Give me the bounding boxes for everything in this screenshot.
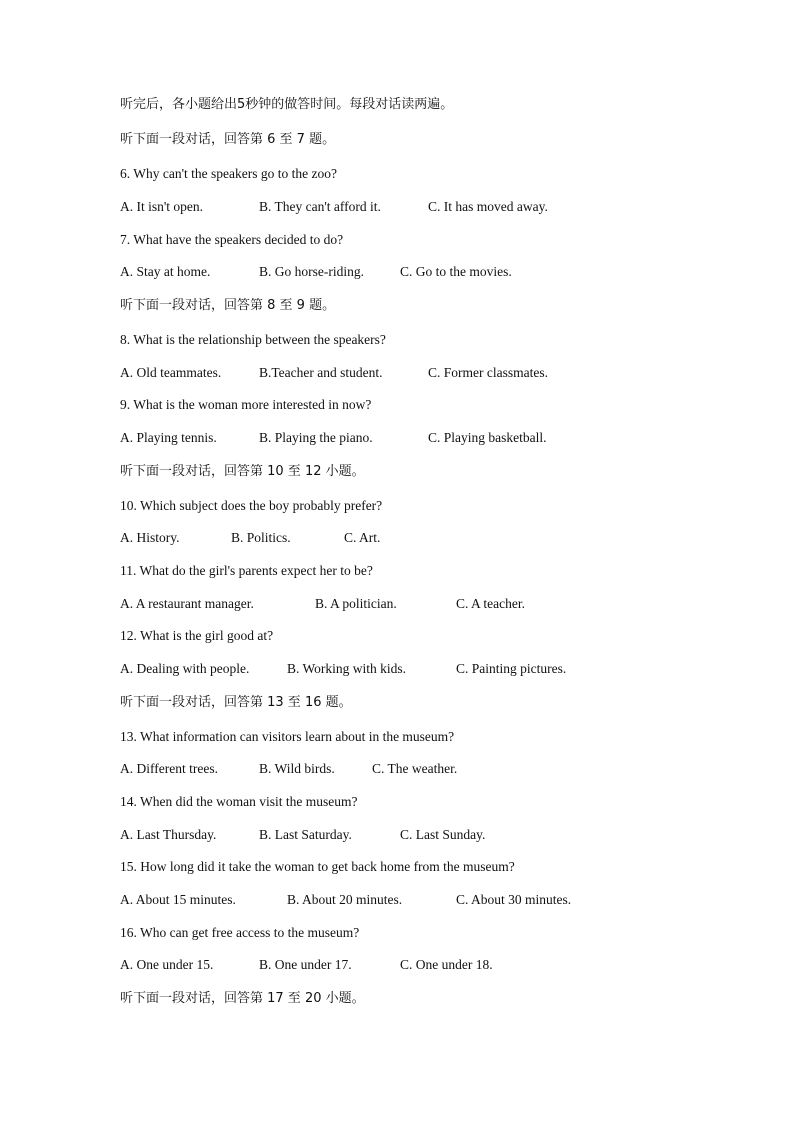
option-b: B. One under 17.	[259, 957, 352, 972]
option-b: B. Go horse-riding.	[259, 264, 364, 279]
option-b: B. Working with kids.	[287, 661, 407, 676]
question-text: 10. Which subject does the boy probably prefer?	[120, 498, 383, 513]
options-row	[120, 429, 680, 447]
option-c: C. Go to the movies.	[400, 264, 512, 279]
option-b: B. Politics.	[231, 530, 291, 545]
options-row	[120, 826, 680, 844]
options-row	[120, 198, 680, 216]
question-text: 8. What is the relationship between the speakers?	[120, 332, 386, 347]
option-a: A. Stay at home.	[120, 264, 211, 279]
option-b: B. Wild birds.	[259, 761, 335, 776]
option-a: A. Last Thursday.	[120, 827, 217, 842]
option-c: C. Former classmates.	[428, 365, 548, 380]
options-row	[120, 263, 680, 281]
section-instruction: 听下面一段对话，回答第 6 至 7 题。	[120, 132, 336, 147]
question-text: 11. What do the girl's parents expect her to be?	[120, 563, 373, 578]
option-b: B. A politician.	[315, 596, 397, 611]
section-instruction: 听下面一段对话，回答第 17 至 20 小题。	[120, 991, 365, 1006]
option-c: C. Art.	[344, 530, 381, 545]
option-c: C. Painting pictures.	[456, 661, 567, 676]
option-b: B. Playing the piano.	[259, 430, 373, 445]
option-a: A. It isn't open.	[120, 199, 204, 214]
option-b: B. They can't afford it.	[259, 199, 381, 214]
option-c: C. Playing basketball.	[428, 430, 547, 445]
section-instruction: 听下面一段对话，回答第 8 至 9 题。	[120, 298, 336, 313]
options-row	[120, 529, 680, 547]
option-a: A. History.	[120, 530, 180, 545]
option-c: C. The weather.	[372, 761, 458, 776]
option-b: B. About 20 minutes.	[287, 892, 403, 907]
question-text: 16. Who can get free access to the museum?	[120, 925, 360, 940]
question-text: 14. When did the woman visit the museum?	[120, 794, 358, 809]
options-row	[120, 760, 680, 778]
options-row	[120, 595, 680, 613]
option-c: C. A teacher.	[456, 596, 525, 611]
question-text: 15. How long did it take the woman to get back home from the museum?	[120, 859, 515, 874]
options-row	[120, 364, 680, 382]
intro-text: 听完后，各小题给出5秒钟的做答时间。每段对话读两遍。	[120, 97, 454, 112]
options-row	[120, 891, 680, 909]
option-a: A. A restaurant manager.	[120, 596, 254, 611]
option-c: C. It has moved away.	[428, 199, 548, 214]
option-c: C. One under 18.	[400, 957, 493, 972]
option-b: B. Last Saturday.	[259, 827, 352, 842]
question-text: 6. Why can't the speakers go to the zoo?	[120, 166, 337, 181]
section-instruction: 听下面一段对话，回答第 13 至 16 题。	[120, 695, 352, 710]
options-row	[120, 660, 680, 678]
option-c: C. About 30 minutes.	[456, 892, 572, 907]
option-c: C. Last Sunday.	[400, 827, 486, 842]
option-a: A. About 15 minutes.	[120, 892, 236, 907]
options-row	[120, 956, 680, 974]
option-a: A. Playing tennis.	[120, 430, 217, 445]
option-a: A. Dealing with people.	[120, 661, 250, 676]
question-text: 9. What is the woman more interested in now?	[120, 397, 372, 412]
option-a: A. Different trees.	[120, 761, 218, 776]
option-a: A. Old teammates.	[120, 365, 222, 380]
question-text: 13. What information can visitors learn about in the museum?	[120, 729, 455, 744]
option-b: B.Teacher and student.	[259, 365, 383, 380]
option-a: A. One under 15.	[120, 957, 214, 972]
section-instruction: 听下面一段对话，回答第 10 至 12 小题。	[120, 464, 365, 479]
question-text: 7. What have the speakers decided to do?	[120, 232, 344, 247]
question-text: 12. What is the girl good at?	[120, 628, 274, 643]
